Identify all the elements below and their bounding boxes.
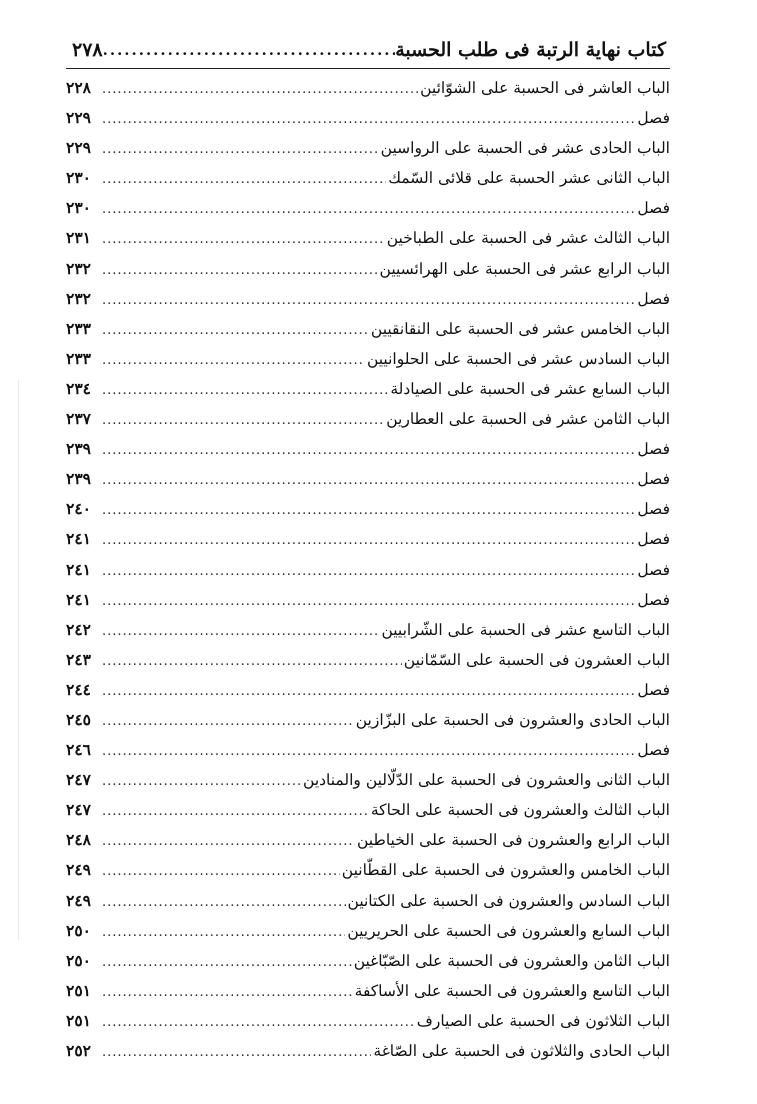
entry-title: الباب السادس والعشرون فى الحسبة على الكتانين [347,891,670,910]
entry-title: الباب الثالث عشر فى الحسبة على الطباخين [386,229,670,248]
entry-page-number: ٢٥٠ [66,920,91,940]
toc-entry[interactable] [66,855,670,885]
dot-leader [102,797,369,827]
dot-leader [102,466,635,496]
dot-leader [102,557,635,587]
entry-title: فصل [637,530,670,549]
dot-leader [102,376,388,406]
dot-leader [102,1008,415,1038]
entry-page-number: ٢٤٢ [66,619,91,639]
entry-page-number: ٢٥٠ [66,950,91,970]
entry-title: الباب الثالث والعشرون فى الحسبة على الحاكة [370,801,670,820]
dot-leader [102,165,386,195]
dot-leader [102,225,385,255]
toc-entry[interactable] [66,464,670,494]
dot-leader [102,767,301,797]
entry-page-number: ٢٣٣ [66,348,91,368]
entry-page-number: ٢٤٠ [66,499,91,519]
margin-rule [18,380,19,940]
dot-leader [102,918,345,948]
entry-page-number: ٢٢٩ [66,138,91,158]
dot-leader [102,647,402,677]
contents-list [66,69,670,1066]
entry-title: الباب الخامس والعشرون فى الحسبة على القطّانين [341,861,670,880]
entry-page-number: ٢٣٣ [66,318,91,338]
entry-page-number: ٢٤٦ [66,740,91,760]
entry-title: الباب الحادى والعشرون فى الحسبة على البزّازين [355,710,670,729]
toc-entry[interactable] [66,254,670,284]
entry-page-number: ٢٤١ [66,559,91,579]
toc-entry[interactable] [66,434,670,464]
entry-title: الباب الخامس عشر فى الحسبة على النقانقيين [370,319,670,338]
entry-page-number: ٢٤٥ [66,709,91,729]
entry-page-number: ٢٤١ [66,529,91,549]
dot-leader [102,948,352,978]
entry-page-number: ٢٣٤ [66,378,91,398]
entry-page-number: ٢٤٩ [66,860,91,880]
entry-title: الباب الحادى عشر فى الحسبة على الرواسين [380,139,670,158]
toc-entry[interactable] [66,1036,670,1066]
toc-entry[interactable] [66,675,670,705]
toc-entry[interactable] [66,314,670,344]
entry-page-number: ٢٢٩ [66,108,91,128]
entry-title: الباب السابع عشر فى الحسبة على الصيادلة [390,379,670,398]
entry-title: الباب الثانى والعشرون فى الحسبة على الدّلّالين والمنادين [303,771,670,790]
dot-leader [102,827,355,857]
dot-leader [102,316,369,346]
toc-entry[interactable] [66,1006,670,1036]
toc-page [66,32,670,1066]
entry-title: الباب التاسع عشر فى الحسبة على الشّرابيين [381,620,670,639]
entry-title: الباب السابع والعشرون فى الحسبة على الحريريين [347,921,670,940]
entry-title: الباب السادس عشر فى الحسبة على الحلوانيين [366,349,670,368]
entry-title: فصل [637,590,670,609]
toc-entry[interactable] [66,645,670,675]
toc-entry[interactable] [66,163,670,193]
entry-title: فصل [637,680,670,699]
toc-entry[interactable] [66,585,670,615]
entry-title: الباب الرابع عشر فى الحسبة على الهرائسيين [379,259,670,278]
entry-page-number: ٢٥١ [66,1010,91,1030]
entry-page-number: ٢٤٣ [66,649,91,669]
toc-entry[interactable] [66,494,670,524]
entry-title: الباب الثانى عشر الحسبة على قلائى السّمك [388,169,670,188]
dot-leader [102,286,635,316]
entry-title: فصل [637,500,670,519]
dot-leader [102,75,418,105]
toc-entry[interactable] [66,765,670,795]
toc-entry[interactable] [66,705,670,735]
entry-page-number: ٢٤٧ [66,800,91,820]
entry-page-number: ٢٣٩ [66,439,91,459]
entry-page-number: ٢٣٠ [66,198,91,218]
entry-title: الباب الحادى والثلاثون فى الحسبة على الصّاغة [373,1042,670,1060]
dot-leader [102,587,635,617]
entry-page-number: ٢٣٢ [66,258,91,278]
entry-page-number: ٢٤٨ [66,830,91,850]
entry-page-number: ٢٣١ [66,228,91,248]
entry-page-number: ٢٣٢ [66,288,91,308]
toc-entry[interactable] [66,976,670,1006]
dot-leader [102,105,635,135]
dot-leader [102,436,635,466]
toc-entry[interactable] [66,795,670,825]
dot-leader [102,857,340,887]
toc-entry[interactable] [66,735,670,765]
toc-entry[interactable] [66,344,670,374]
toc-entry[interactable] [66,103,670,133]
toc-entry[interactable] [66,404,670,434]
dot-leader [102,888,346,918]
toc-entry[interactable] [66,886,670,916]
toc-entry[interactable] [66,284,670,314]
toc-entry[interactable] [66,223,670,253]
toc-entry[interactable] [66,524,670,554]
entry-page-number: ٢٤٩ [66,890,91,910]
entry-page-number: ٢٣٠ [66,168,91,188]
dot-leader [102,195,635,225]
running-header [66,32,670,69]
toc-entry[interactable] [66,374,670,404]
entry-title: الباب العشرون فى الحسبة على السّمّانين [403,650,670,669]
dot-leader [102,617,379,647]
toc-entry[interactable] [66,73,670,103]
entry-page-number: ٢٢٨ [66,78,91,97]
entry-page-number: ٢٤٤ [66,679,91,699]
toc-entry[interactable] [66,825,670,855]
dot-leader [102,526,635,556]
dot-leader [102,406,384,436]
entry-title: الباب الثامن عشر فى الحسبة على العطارين [386,410,670,429]
dot-leader [102,496,635,526]
entry-title: الباب الرابع والعشرون فى الحسبة على الخياطين [357,831,670,850]
toc-entry[interactable] [66,193,670,223]
page-number: ٢٧٨ [72,39,103,61]
dot-leader [102,737,635,767]
entry-page-number: ٢٤٧ [66,770,91,790]
entry-page-number: ٢٣٩ [66,469,91,489]
entry-page-number: ٢٥١ [66,980,91,1000]
dot-leader [102,707,354,737]
dot-leader [102,677,635,707]
entry-title: فصل [637,741,670,760]
toc-entry[interactable] [66,946,670,976]
toc-entry[interactable] [66,555,670,585]
entry-title: فصل [637,560,670,579]
entry-page-number: ٢٣٧ [66,409,91,429]
dot-leader [102,978,353,1008]
entry-title: الباب الثامن والعشرون فى الحسبة على الصّبّاغين [353,951,670,970]
entry-title: فصل [637,440,670,459]
toc-entry[interactable] [66,615,670,645]
dot-leader [102,1038,371,1068]
entry-title: فصل [637,109,670,128]
entry-page-number: ٢٥٢ [66,1041,91,1060]
entry-title: فصل [637,470,670,489]
entry-title: فصل [637,289,670,308]
toc-entry[interactable] [66,916,670,946]
entry-title: فصل [637,199,670,218]
entry-title: الباب الثلاثون فى الحسبة على الصيارف [416,1011,670,1030]
dot-leader [102,135,379,165]
dot-leader [102,346,365,376]
dot-leader [102,256,378,286]
entry-title: الباب العاشر فى الحسبة على الشوّائين [420,79,670,97]
entry-title: الباب التاسع والعشرون فى الحسبة على الأساكفة [354,981,670,1000]
entry-page-number: ٢٤١ [66,589,91,609]
header-leader [103,41,396,59]
toc-entry[interactable] [66,133,670,163]
book-title: كتاب نهاية الرتبة فى طلب الحسبة [395,39,666,61]
